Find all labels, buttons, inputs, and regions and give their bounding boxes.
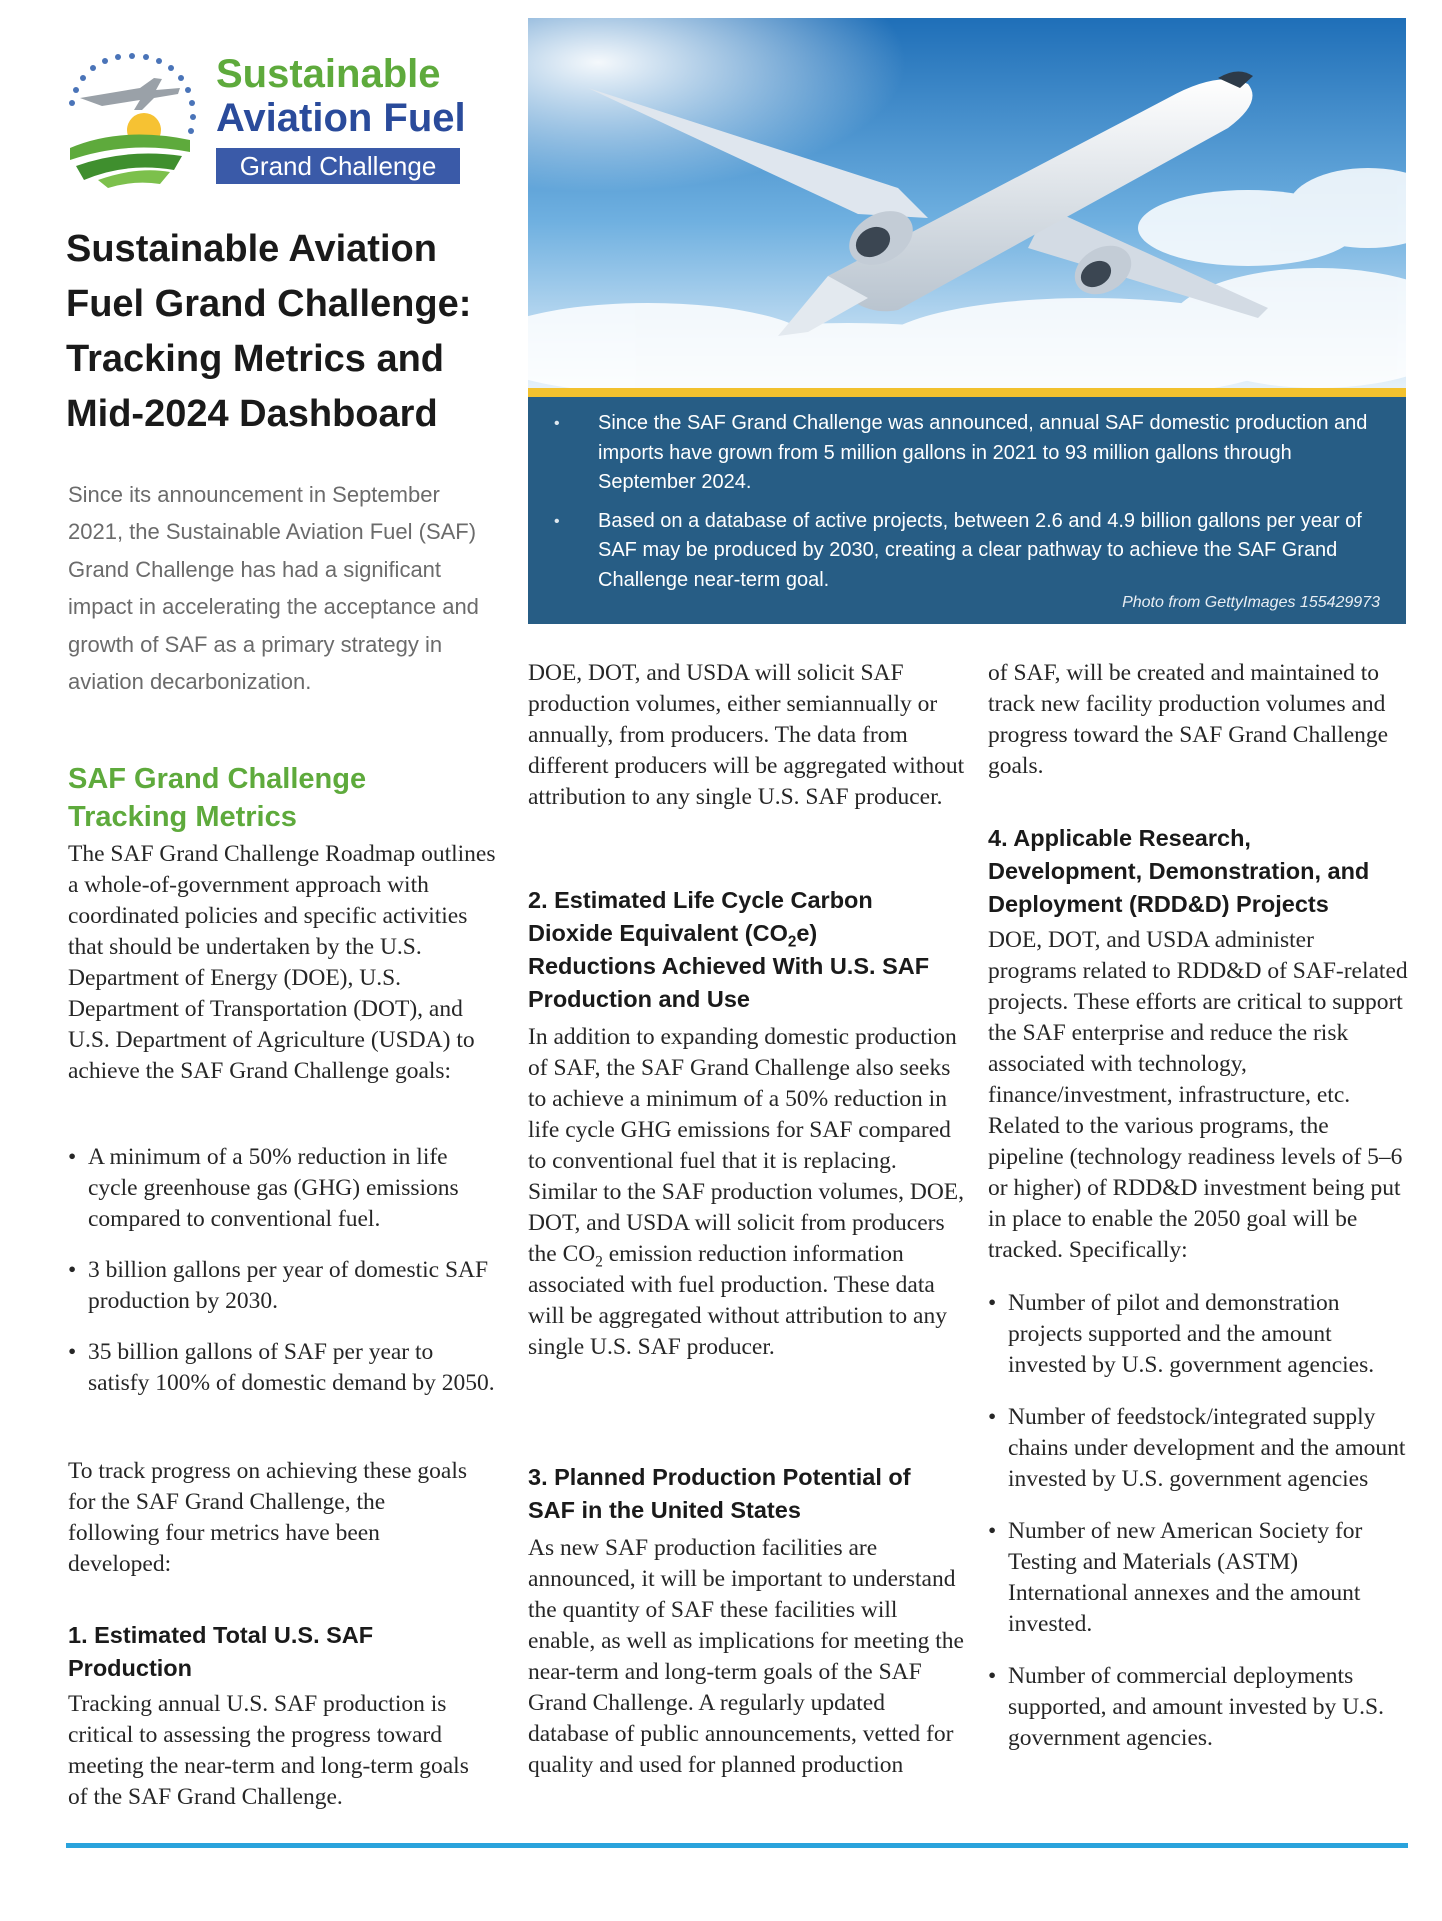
airplane-photo	[528, 18, 1406, 388]
track-paragraph: To track progress on achieving these goals for the SAF Grand Challenge, the following four metrics have been developed:	[68, 1458, 468, 1577]
metric-2-heading	[528, 884, 948, 1016]
list-item: • Number of pilot and demonstration projects supported and the amount invested by U.S. government agencies.	[988, 1288, 1408, 1381]
page-title: Sustainable Aviation Fuel Grand Challenge: Tracking Metrics and Mid-2024 Dashboard	[66, 228, 472, 435]
metric-2-text: In addition to expanding domestic production of SAF, the SAF Grand Challenge also seeks to achieve a minimum of a 50% reduction in life cycle GHG emissions for SAF compared to conventional fuel that it is replacing. Similar to the SAF production volumes, DOE, DOT, and USDA will solicit from producers the CO	[528, 1024, 965, 1267]
subscript-two: 2	[787, 933, 797, 951]
list-item: • Number of new American Society for Testing and Materials (ASTM) International annexes and the amount invested.	[988, 1516, 1408, 1640]
roadmap-paragraph: The SAF Grand Challenge Roadmap outlines a whole-of-government approach with coordinated policies and specific activities that should be undertaken by the U.S. Department of Energy (DOE), U.S. Department of Transportation (DOT), and U.S. Department of Agriculture (USDA) to achieve the SAF Grand Challenge goals:	[68, 841, 496, 1084]
metric-3-paragraph: As new SAF production facilities are announced, it will be important to understand the quantity of SAF these facilities will enable, as well as implications for meeting the near-term and long-term goals of the SAF Grand Challenge. A regularly updated database of public announcements, vetted for quality and used for planned production	[528, 1535, 964, 1778]
metric-2-paragraph	[528, 1022, 968, 1363]
hero-figure	[528, 18, 1406, 624]
metric-4-heading: 4. Applicable Research, Development, Demonstration, and Deployment (RDD&D) Projects	[988, 825, 1370, 917]
hero-divider	[528, 388, 1406, 397]
list-item: • Number of commercial deployments supported, and amount invested by U.S. government agencies.	[988, 1661, 1408, 1754]
list-item: • Number of feedstock/integrated supply chains under development and the amount invested by U.S. government agencies	[988, 1402, 1408, 1495]
tracking-metrics-heading: SAF Grand Challenge Tracking Metrics	[68, 763, 367, 833]
intro-paragraph: Since its announcement in September 2021, the Sustainable Aviation Fuel (SAF) Grand Challenge has had a significant impact in accelerating the acceptance and growth of SAF as a primary strategy in aviation decarbonization.	[68, 482, 479, 695]
footer-rule	[66, 1843, 1408, 1848]
goals-list	[68, 1142, 498, 1419]
saf-logo-mark-icon	[62, 48, 202, 188]
highlight-item: • Since the SAF Grand Challenge was announced, annual SAF domestic production and imports have grown from 5 million gallons in 2021 to 93 million gallons through September 2024.	[554, 409, 1384, 498]
metric-2-heading-text: 2. Estimated Life Cycle Carbon Dioxide Equivalent (CO	[528, 887, 873, 946]
subscript-two: 2	[595, 1253, 603, 1271]
metric-2-heading-text-end: e) Reductions Achieved With U.S. SAF Production and Use	[528, 920, 930, 1012]
list-item: • 3 billion gallons per year of domestic SAF production by 2030.	[68, 1255, 498, 1317]
list-item: • 35 billion gallons of SAF per year to satisfy 100% of domestic demand by 2050.	[68, 1337, 498, 1399]
highlights-panel	[528, 397, 1406, 624]
metric-1-paragraph-continued: DOE, DOT, and USDA will solicit SAF production volumes, either semiannually or annually, from producers. The data from different producers will be aggregated without attribution to any single U.S. SAF producer.	[528, 660, 965, 810]
photo-credit: Photo from GettyImages 155429973	[1122, 594, 1380, 611]
metric-1-paragraph: Tracking annual U.S. SAF production is critical to assessing the progress toward meeting the near-term and long-term goals of the SAF Grand Challenge.	[68, 1691, 469, 1810]
metric-3-paragraph-continued: of SAF, will be created and maintained to track new facility production volumes and progress toward the SAF Grand Challenge goals.	[988, 660, 1389, 779]
list-item: • A minimum of a 50% reduction in life cycle greenhouse gas (GHG) emissions compared to conventional fuel.	[68, 1142, 498, 1235]
logo-word-aviation-fuel: Aviation Fuel	[216, 96, 466, 140]
rdd-tracking-list	[988, 1288, 1408, 1775]
logo-word-sustainable: Sustainable	[216, 52, 441, 96]
metric-1-heading: 1. Estimated Total U.S. SAF Production	[68, 1622, 374, 1681]
highlight-item: • Based on a database of active projects, between 2.6 and 4.9 billion gallons per year of SAF may be produced by 2030, creating a clear pathway to achieve the SAF Grand Challenge near-term goal.	[554, 507, 1384, 596]
metric-4-paragraph: DOE, DOT, and USDA administer programs related to RDD&D of SAF-related projects. These efforts are critical to support the SAF enterprise and reduce the risk associated with technology, finance/investment, infrastructure, etc. Related to the various programs, the pipeline (technology readiness levels of 5–6 or higher) of RDD&D investment being put in place to enable the 2050 goal will be tracked. Specifically:	[988, 927, 1408, 1263]
saf-logo	[62, 48, 522, 188]
metric-2-text-end: emission reduction information associated with fuel production. These data will be aggregated without attribution to any single U.S. SAF producer.	[528, 1241, 947, 1360]
logo-grand-challenge-badge: Grand Challenge	[216, 148, 460, 184]
metric-3-heading: 3. Planned Production Potential of SAF in the United States	[528, 1464, 911, 1523]
